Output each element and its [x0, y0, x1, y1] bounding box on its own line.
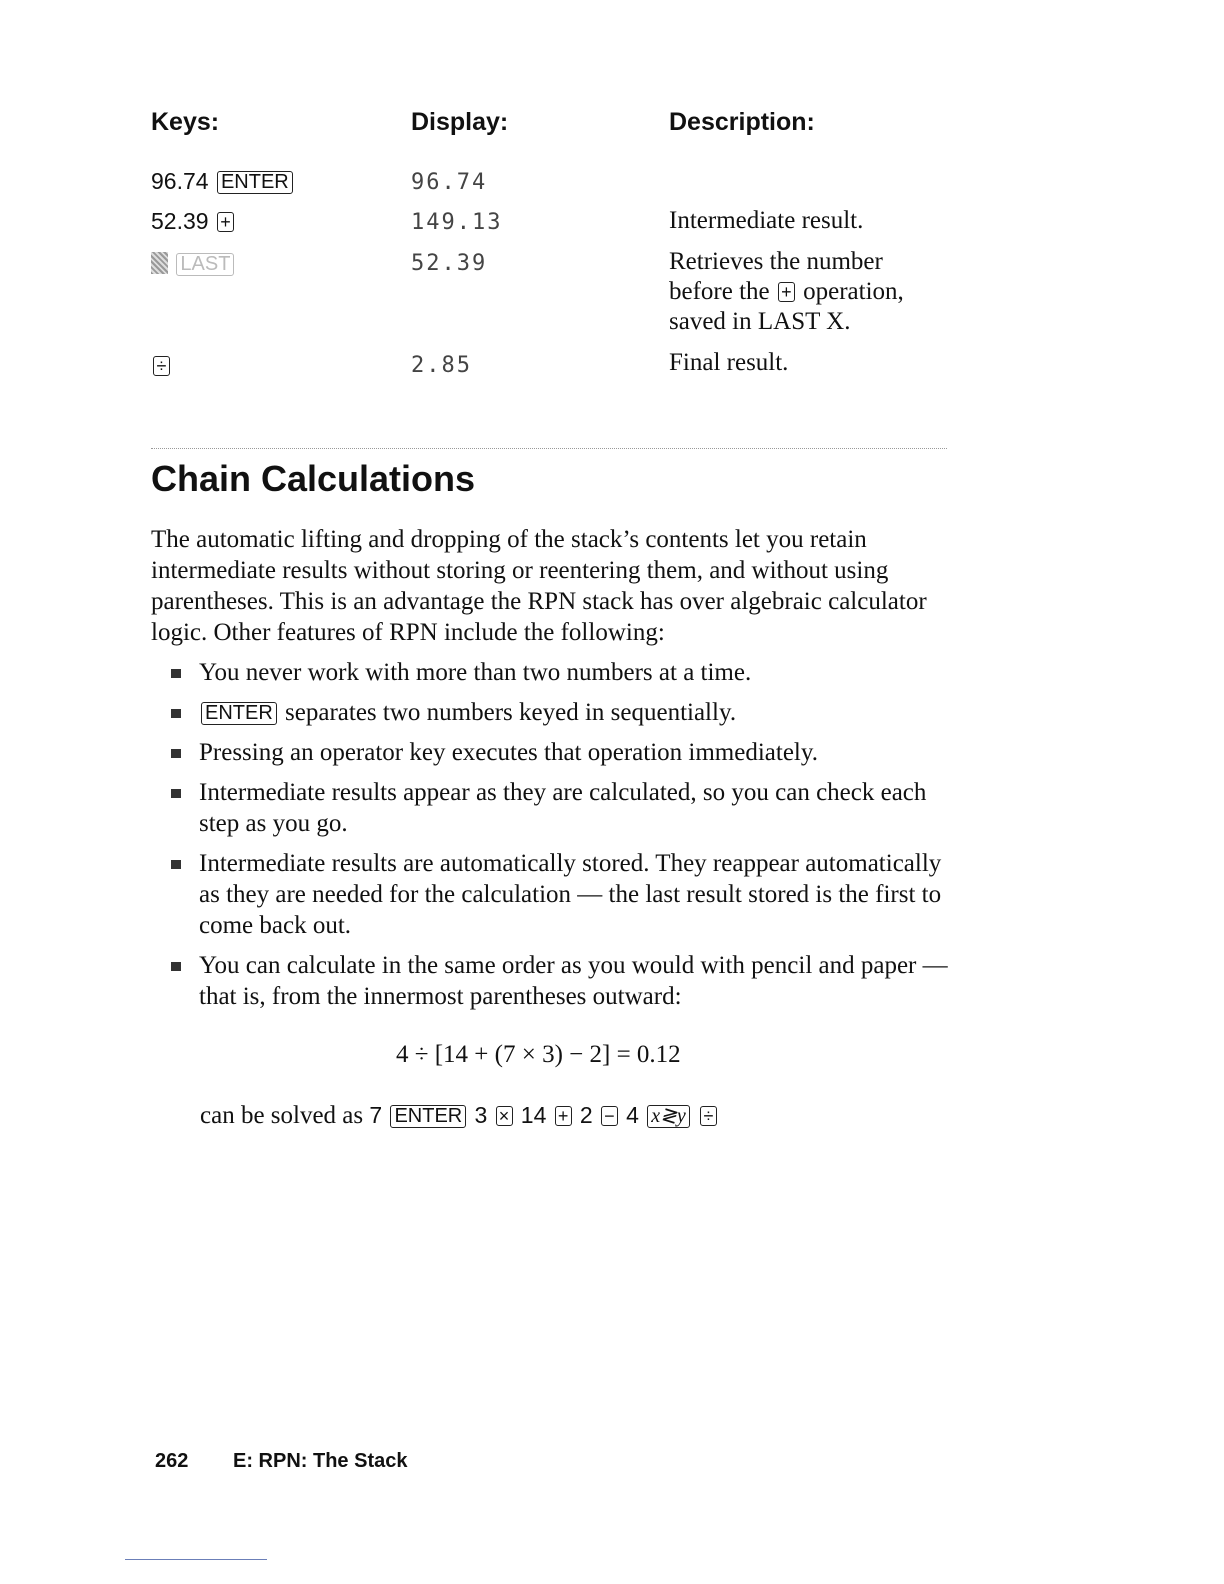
bullet-icon	[171, 749, 181, 758]
last-x-key: LAST	[176, 253, 234, 276]
keys-header: Keys:	[151, 108, 220, 136]
equation: 4 ÷ [14 + (7 × 3) − 2] = 0.12	[396, 1041, 681, 1068]
list-item: You never work with more than two numbers at a time.	[151, 657, 951, 688]
minus-key: −	[601, 1106, 618, 1126]
plus-key: +	[217, 212, 234, 232]
list-item: Intermediate results appear as they are calculated, so you can check each step as you go.	[151, 777, 951, 839]
table-row-keys	[151, 208, 236, 235]
display-value: 96.74	[411, 170, 488, 195]
plus-key: +	[555, 1106, 572, 1126]
description-text: Intermediate result.	[669, 207, 864, 234]
multiply-key: ×	[496, 1106, 513, 1126]
chapter-title: E: RPN: The Stack	[233, 1450, 408, 1472]
bullet-icon	[171, 789, 181, 798]
list-item: ENTER separates two numbers keyed in sequentially.	[151, 697, 951, 728]
divide-key: ÷	[153, 356, 170, 376]
display-value: 149.13	[411, 210, 503, 235]
list-item: Intermediate results are automatically stored. They reappear automatically as they are needed for the calculation — the last result stored is the first to come back out.	[151, 848, 951, 941]
table-row-keys	[151, 250, 236, 277]
bullet-icon	[171, 669, 181, 678]
shift-key-icon	[151, 252, 168, 274]
divide-key: ÷	[700, 1106, 717, 1126]
solve-sequence: can be solved as 7 ENTER 3 × 14 + 2 − 4 x≷y ÷	[200, 1102, 719, 1130]
display-header: Display:	[411, 108, 509, 136]
description-text: Final result.	[669, 349, 789, 376]
swap-xy-key: x≷y	[647, 1105, 690, 1128]
description-header: Description:	[669, 108, 815, 136]
table-row-keys	[151, 168, 295, 195]
key-number: 96.74	[151, 168, 209, 194]
table-row-keys	[151, 352, 172, 379]
section-title: Chain Calculations	[151, 458, 476, 499]
feature-list	[151, 657, 951, 1021]
list-item: You can calculate in the same order as you would with pencil and paper — that is, from the innermost parentheses outward:	[151, 950, 951, 1012]
description-text: Retrieves the number before the + operation, saved in LAST X.	[669, 248, 904, 335]
scan-edge-line	[125, 1559, 267, 1560]
display-value: 52.39	[411, 251, 488, 276]
section-divider	[151, 448, 947, 449]
list-item: Pressing an operator key executes that operation immediately.	[151, 737, 951, 768]
bullet-icon	[171, 962, 181, 971]
key-number: 52.39	[151, 208, 209, 234]
intro-paragraph: The automatic lifting and dropping of the stack’s contents let you retain intermediate results without storing or reentering them, and without using parentheses. This is an advantage the RPN stack has over algebraic calculator logic. Other features of RPN include the following:	[151, 526, 927, 646]
plus-key: +	[778, 282, 795, 302]
enter-key: ENTER	[201, 702, 277, 725]
enter-key: ENTER	[390, 1105, 466, 1128]
page-number: 262	[155, 1450, 189, 1472]
bullet-icon	[171, 709, 181, 718]
display-value: 2.85	[411, 353, 472, 378]
bullet-icon	[171, 860, 181, 869]
enter-key: ENTER	[217, 171, 293, 194]
